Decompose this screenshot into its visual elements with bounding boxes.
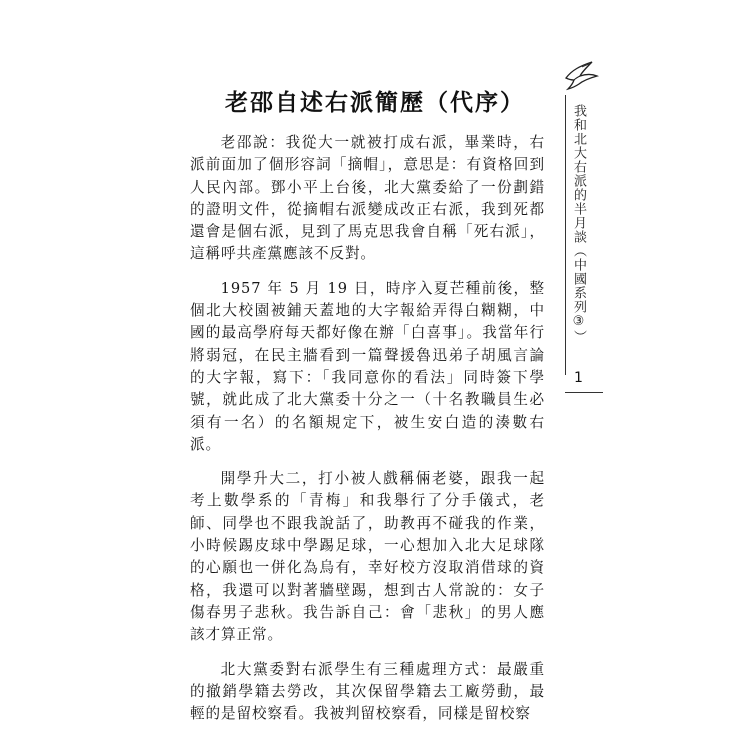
paragraph-4: 北大黨委對右派學生有三種處理方式：最嚴重的撤銷學籍去勞改，其次保留學籍去工廠勞動，最輕的是留校察看。我被判留校察看，同樣是留校察 xyxy=(190,660,545,723)
paragraph-2: 1957 年 5 月 19 日，時序入夏芒種前後，整個北大校園被鋪天蓋地的大字報給弄得白糊糊，中國的最高學府每天都好像在辦「白喜事」。我當年行將弱冠，在民主牆看到一篇聲援魯迅弟子胡風言論的大字報，寫下：「我同意你的看法」同時簽下學號，就此成了北大黨委十分之一（十名教職員生必須有一名）的名額規定下，被生安白造的湊數右派。 xyxy=(190,279,545,453)
margin-divider xyxy=(565,95,566,375)
bird-ornament-icon xyxy=(562,58,600,94)
body-text xyxy=(190,132,545,737)
folio-rule xyxy=(565,392,603,393)
page-number: 1 xyxy=(574,370,583,386)
paragraph-3: 開學升大二，打小被人戲稱倆老婆，跟我一起考上數學系的「青梅」和我舉行了分手儀式，老師、同學也不跟我說話了，助教再不碰我的作業，小時候踢皮球中學踢足球，一心想加入北大足球隊的心願也一併化為烏有，幸好校方沒取消借球的資格，我還可以對著牆壁踢，想到古人常說的：女子傷春男子悲秋。我告訴自己：會「悲秋」的男人應該才算正常。 xyxy=(190,470,545,644)
running-head: 我和北大右派的半月談（中國系列③） xyxy=(571,104,586,344)
paragraph-1: 老邵說：我從大一就被打成右派，畢業時，右派前面加了個形容詞「摘帽」，意思是：有資格回到人民內部。鄧小平上台後，北大黨委給了一份劃錯的證明文件，從摘帽右派變成改正右派，我到死都還會是個右派，見到了馬克思我會自稱「死右派」，這稱呼共產黨應該不反對。 xyxy=(190,134,545,263)
chapter-title: 老邵自述右派簡歷（代序） xyxy=(225,90,525,116)
